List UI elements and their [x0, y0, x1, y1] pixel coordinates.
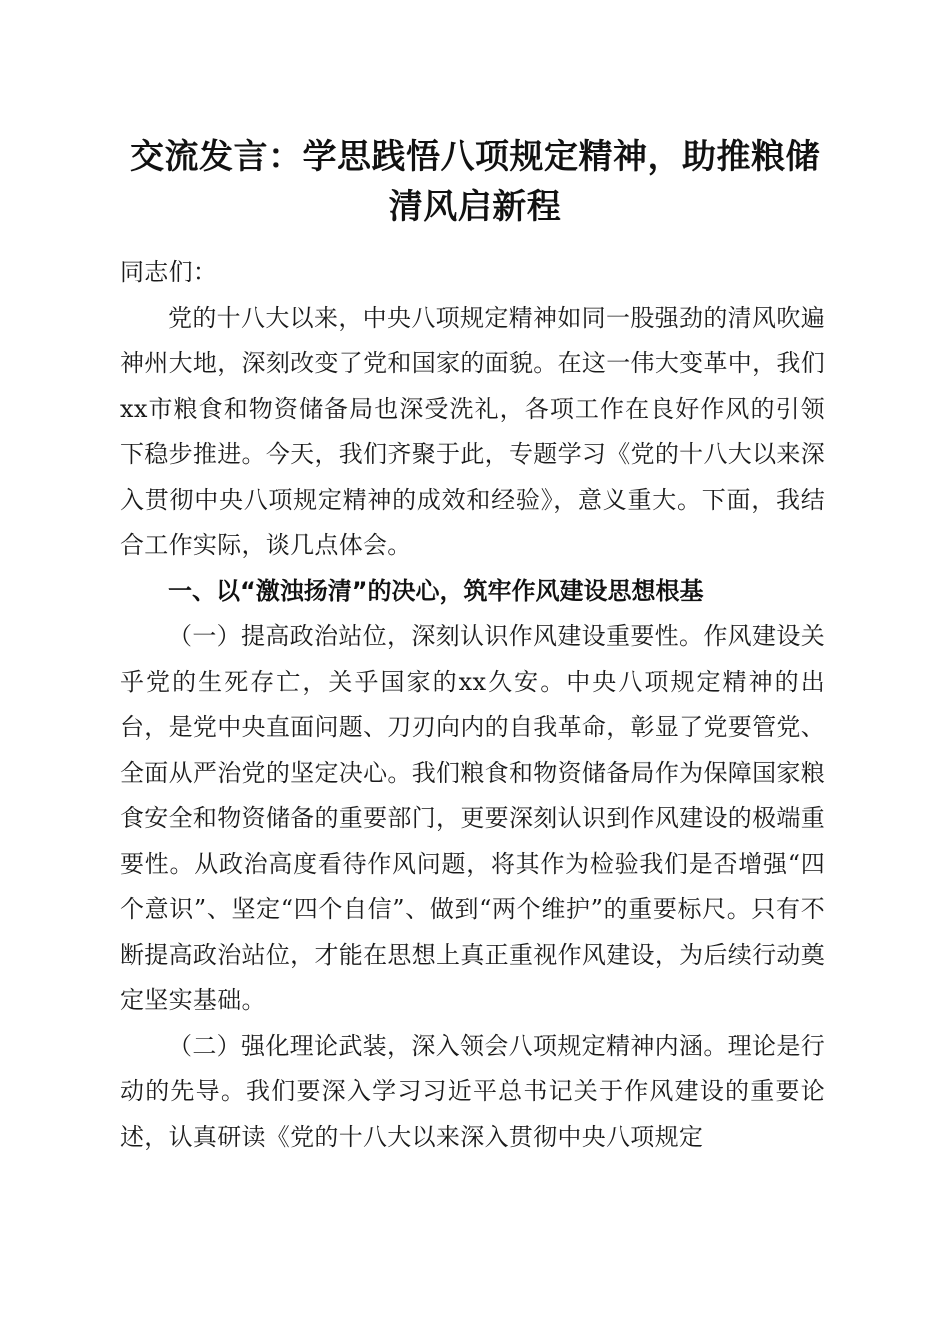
title-line-2: 清风启新程	[388, 187, 562, 227]
intro-paragraph: 党的十八大以来，中央八项规定精神如同一股强劲的清风吹遍神州大地，深刻改变了党和国家的面貌。在这一伟大变革中，我们xx市粮食和物资储备局也深受洗礼，各项工作在良好作风的引领下稳步推进。今天，我们齐聚于此，专题学习《党的十八大以来深入贯彻中央八项规定精神的成效和经验》，意义重大。下面，我结合工作实际，谈几点体会。	[120, 303, 825, 559]
document-title	[110, 132, 840, 232]
salutation: 同志们：	[120, 258, 218, 286]
subsection-paragraph-1: （一）提高政治站位，深刻认识作风建设重要性。作风建设关乎党的生死存亡，关乎国家的xx久安。中央八项规定精神的出台，是党中央直面问题、刀刃向内的自我革命，彰显了党要管党、全面从严治党的坚定决心。我们粮食和物资储备局作为保障国家粮食安全和物资储备的重要部门，更要深刻认识到作风建设的极端重要性。从政治高度看待作风问题，将其作为检验我们是否增强“四个意识”、坚定“四个自信”、做到“两个维护”的重要标尺。只有不断提高政治站位，才能在思想上真正重视作风建设，为后续行动奠定坚实基础。	[120, 622, 825, 1014]
document-body	[120, 250, 825, 1160]
subsection-paragraph-2: （二）强化理论武装，深入领会八项规定精神内涵。理论是行动的先导。我们要深入学习习近平总书记关于作风建设的重要论述，认真研读《党的十八大以来深入贯彻中央八项规定	[120, 1031, 825, 1151]
section-heading-1: 一、以“激浊扬清”的决心，筑牢作风建设思想根基	[168, 576, 704, 605]
title-line-1: 交流发言：学思践悟八项规定精神，助推粮储	[130, 137, 820, 177]
